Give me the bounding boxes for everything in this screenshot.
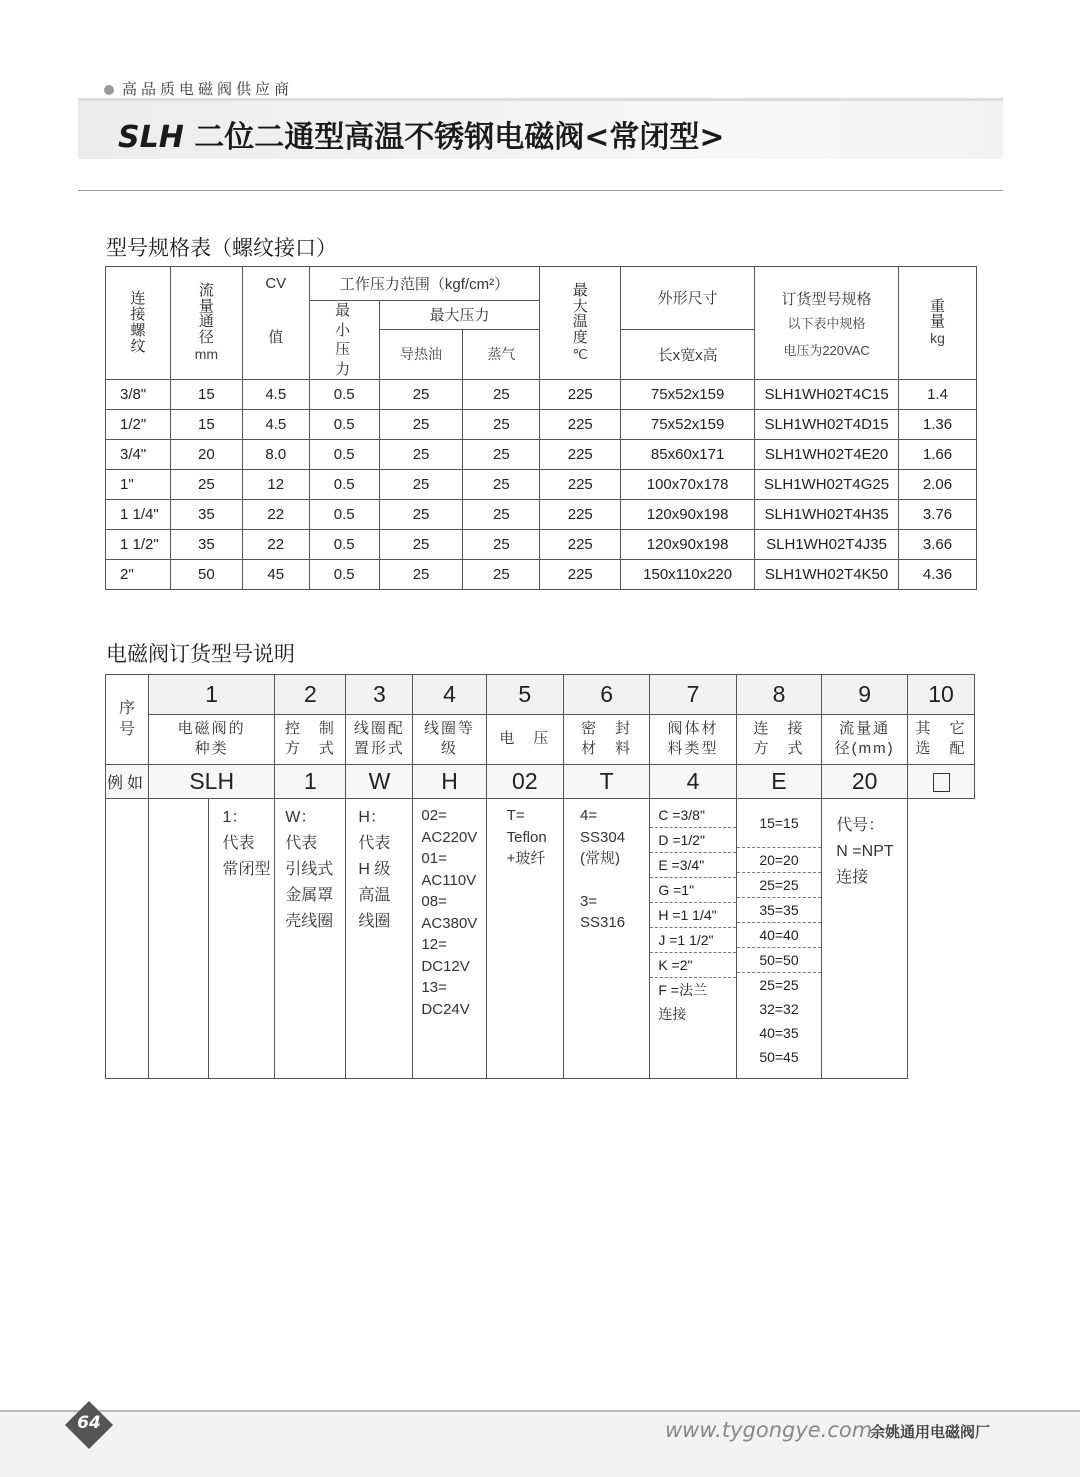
bullet-dot-icon [104,85,114,95]
page-number: 64 [77,1413,101,1433]
position-label: 电 压 [486,715,563,765]
detail-type [149,799,208,1079]
table-cell: 1 1/2" [106,530,171,560]
position-label: 电磁阀的种类 [149,715,275,765]
table-cell: 0.5 [309,560,379,590]
table-cell: 35 [170,530,242,560]
footer-url: www.tygongye.com [665,1418,873,1442]
connection-option: C =3/8" [650,803,735,828]
table-cell: 225 [540,410,621,440]
table-cell: 0.5 [309,440,379,470]
diameter-option: 25=25 [759,977,799,993]
detail-line: 代表 [222,835,255,852]
position-number: 5 [486,675,563,715]
detail-line: (常规) [580,850,620,867]
detail-line: 壳线圈 [285,913,334,930]
example-code [908,765,975,799]
table-cell: 1 1/4" [106,500,171,530]
detail-line: 08= [421,893,447,910]
table-cell: 25 [379,560,463,590]
table-cell: 225 [540,500,621,530]
table-cell: 120x90x198 [621,530,755,560]
divider [78,190,1003,191]
table-cell: 4.36 [899,560,977,590]
detail-seal [486,799,563,1079]
table-cell: 225 [540,380,621,410]
table-cell: 225 [540,530,621,560]
header-steam: 蒸气 [463,329,540,379]
header-max-pressure: 最大压力 [379,301,540,330]
table-cell: 25 [379,500,463,530]
page-title [118,112,725,156]
table-cell: 1.4 [899,380,977,410]
table-row [106,410,977,440]
diameter-option: 25=25 [737,873,822,898]
table-cell: 4.5 [242,410,309,440]
table-cell: 4.5 [242,380,309,410]
connection-option: 连接 [658,1006,687,1022]
example-code: 20 [822,765,908,799]
title-text: 二位二通型高温不锈钢电磁阀<常闭型> [183,120,725,155]
table-row [106,500,977,530]
empty-box-icon [933,773,950,792]
position-label: 阀体材料类型 [650,715,736,765]
detail-body [564,799,650,1079]
detail-line: N =NPT [836,843,894,860]
example-code: E [736,765,822,799]
position-number: 2 [275,675,346,715]
table-cell: 22 [242,530,309,560]
detail-line: 代表 [285,835,318,852]
example-label: 例如 [106,765,149,799]
seq-label: 序号 [106,675,149,765]
detail-coil [275,799,346,1079]
table-cell: 3/4" [106,440,171,470]
detail-diameter [736,799,822,1079]
example-code: SLH [149,765,275,799]
detail-line: H 级 [358,861,391,878]
table-cell: 25 [170,470,242,500]
table-cell: 25 [379,530,463,560]
table-cell: 1" [106,470,171,500]
table-cell: 85x60x171 [621,440,755,470]
header-order-spec: 订货型号规格 以下表中规格 电压为220VAC [755,267,899,380]
spec-table [105,266,977,590]
header-cv: CV 值 [242,267,309,380]
position-number: 1 [149,675,275,715]
header-connection: 连接螺纹 [106,267,171,380]
detail-line: DC12V [421,957,470,975]
detail-line: 3= [580,892,598,910]
table-cell: 8.0 [242,440,309,470]
table-cell: 25 [463,380,540,410]
connection-option: F =法兰 [658,982,707,998]
table-cell: 25 [463,440,540,470]
position-label: 控 制方 式 [275,715,346,765]
position-number: 10 [908,675,975,715]
detail-blank [106,799,149,1079]
table-cell: 120x90x198 [621,500,755,530]
detail-line: 金属罩 [285,887,334,904]
table-cell: 15 [170,380,242,410]
order-code-table [105,674,975,1079]
detail-line: H： [358,809,386,826]
connection-option: J =1 1/2" [650,928,735,953]
detail-line: AC380V [421,914,478,932]
table-cell: 25 [463,410,540,440]
table-cell: 150x110x220 [621,560,755,590]
table-cell: 3.76 [899,500,977,530]
table-cell: 0.5 [309,470,379,500]
connection-option: H =1 1/4" [650,903,735,928]
table-cell: 12 [242,470,309,500]
table-cell: 20 [170,440,242,470]
detail-line: AC110V [421,871,477,889]
table-row [106,470,977,500]
position-label: 连 接方 式 [736,715,822,765]
table-cell: SLH1WH02T4H35 [755,500,899,530]
table-cell: 0.5 [309,410,379,440]
example-code: T [564,765,650,799]
example-code: 4 [650,765,736,799]
table-cell: 1/2" [106,410,171,440]
detail-line: 01= [421,850,447,867]
position-number: 8 [736,675,822,715]
table-row [106,560,977,590]
connection-option: G =1" [650,878,735,903]
table-cell: 25 [463,530,540,560]
connection-option: D =1/2" [650,828,735,853]
table-cell: 100x70x178 [621,470,755,500]
diameter-option: 32=32 [759,1001,799,1017]
position-label: 线圈等级 [413,715,486,765]
detail-line: 4= [580,807,598,824]
table-cell: 1.36 [899,410,977,440]
table-cell: 25 [379,470,463,500]
header-weight: 重量 kg [899,267,977,380]
table-cell: SLH1WH02T4C15 [755,380,899,410]
position-number: 3 [346,675,413,715]
diameter-option: 15=15 [737,811,822,848]
order-section-title: 电磁阀订货型号说明 [106,642,295,666]
example-code: 02 [486,765,563,799]
position-number: 4 [413,675,486,715]
position-number: 9 [822,675,908,715]
detail-line: Teflon [506,828,547,846]
table-cell: 0.5 [309,380,379,410]
table-cell: 2" [106,560,171,590]
detail-line: 引线式 [285,861,334,878]
position-label: 其 它选 配 [908,715,975,765]
header-dimensions: 外形尺寸 [621,267,755,330]
table-cell: 22 [242,500,309,530]
position-number: 7 [650,675,736,715]
diameter-option: 50=50 [737,948,822,973]
detail-line: T= [506,807,525,824]
position-label: 密 封材 料 [564,715,650,765]
detail-line: 高温 [358,887,391,904]
header-lwh: 长x宽x高 [621,329,755,379]
table-cell: 3.66 [899,530,977,560]
detail-line: 1： [222,809,248,826]
table-cell: 2.06 [899,470,977,500]
table-cell: SLH1WH02T4K50 [755,560,899,590]
table-cell: 3/8" [106,380,171,410]
table-cell: SLH1WH02T4E20 [755,440,899,470]
detail-line: 13= [421,979,447,996]
table-cell: 225 [540,560,621,590]
example-code: W [346,765,413,799]
detail-line: 12= [421,936,447,953]
detail-control [208,799,275,1079]
header-min-pressure: 最小压力 [309,301,379,380]
example-code: H [413,765,486,799]
detail-line: 代号： [836,817,885,834]
diameter-option: 35=35 [737,898,822,923]
table-cell: 15 [170,410,242,440]
header-max-temp: 最大温度 ℃ [540,267,621,380]
diameter-option: 20=20 [737,848,822,873]
table-cell: 25 [379,410,463,440]
table-cell: 35 [170,500,242,530]
header-flow-dia: 流量通径 mm [170,267,242,380]
diameter-option: 40=35 [759,1025,799,1041]
detail-grade [346,799,413,1079]
header-pressure-range: 工作压力范围（kgf/cm²） [309,267,540,301]
diameter-option: 40=40 [737,923,822,948]
table-row [106,380,977,410]
table-cell: SLH1WH02T4J35 [755,530,899,560]
detail-line: W： [285,809,317,826]
detail-other [822,799,908,1079]
detail-line: 连接 [836,869,869,886]
header-oil: 导热油 [379,329,463,379]
detail-line: AC220V [421,828,478,846]
table-cell: 25 [379,380,463,410]
position-label: 线圈配置形式 [346,715,413,765]
table-cell: 50 [170,560,242,590]
detail-line: 代表 [358,835,391,852]
position-label: 流量通径(mm) [822,715,908,765]
table-row [106,530,977,560]
table-cell: 225 [540,470,621,500]
detail-line: +玻纤 [506,850,546,867]
detail-line: SS316 [580,914,626,931]
table-cell: 25 [463,470,540,500]
connection-option: E =3/4" [650,853,735,878]
table-cell: 1.66 [899,440,977,470]
detail-line [580,870,649,891]
table-cell: 25 [463,500,540,530]
detail-line: DC24V [421,1000,470,1018]
table-cell: 225 [540,440,621,470]
detail-line: 线圈 [358,913,391,930]
title-model: SLH [118,120,184,155]
diameter-option: 50=45 [759,1049,799,1065]
detail-line: 常闭型 [222,861,271,878]
table-cell: SLH1WH02T4G25 [755,470,899,500]
detail-voltage [413,799,486,1079]
table-cell: 25 [379,440,463,470]
spec-section-title: 型号规格表（螺纹接口） [106,236,337,260]
example-code: 1 [275,765,346,799]
table-cell: SLH1WH02T4D15 [755,410,899,440]
footer-company: 余姚通用电磁阀厂 [870,1423,991,1441]
detail-line: SS304 [580,828,626,846]
detail-line: 02= [421,807,447,824]
connection-option: K =2" [650,953,735,978]
header-tagline: 高品质电磁阀供应商 [104,78,293,99]
table-cell: 0.5 [309,500,379,530]
table-cell: 75x52x159 [621,410,755,440]
position-number: 6 [564,675,650,715]
detail-connection [650,799,736,1079]
table-cell: 0.5 [309,530,379,560]
table-row [106,440,977,470]
table-cell: 45 [242,560,309,590]
table-cell: 25 [463,560,540,590]
table-cell: 75x52x159 [621,380,755,410]
